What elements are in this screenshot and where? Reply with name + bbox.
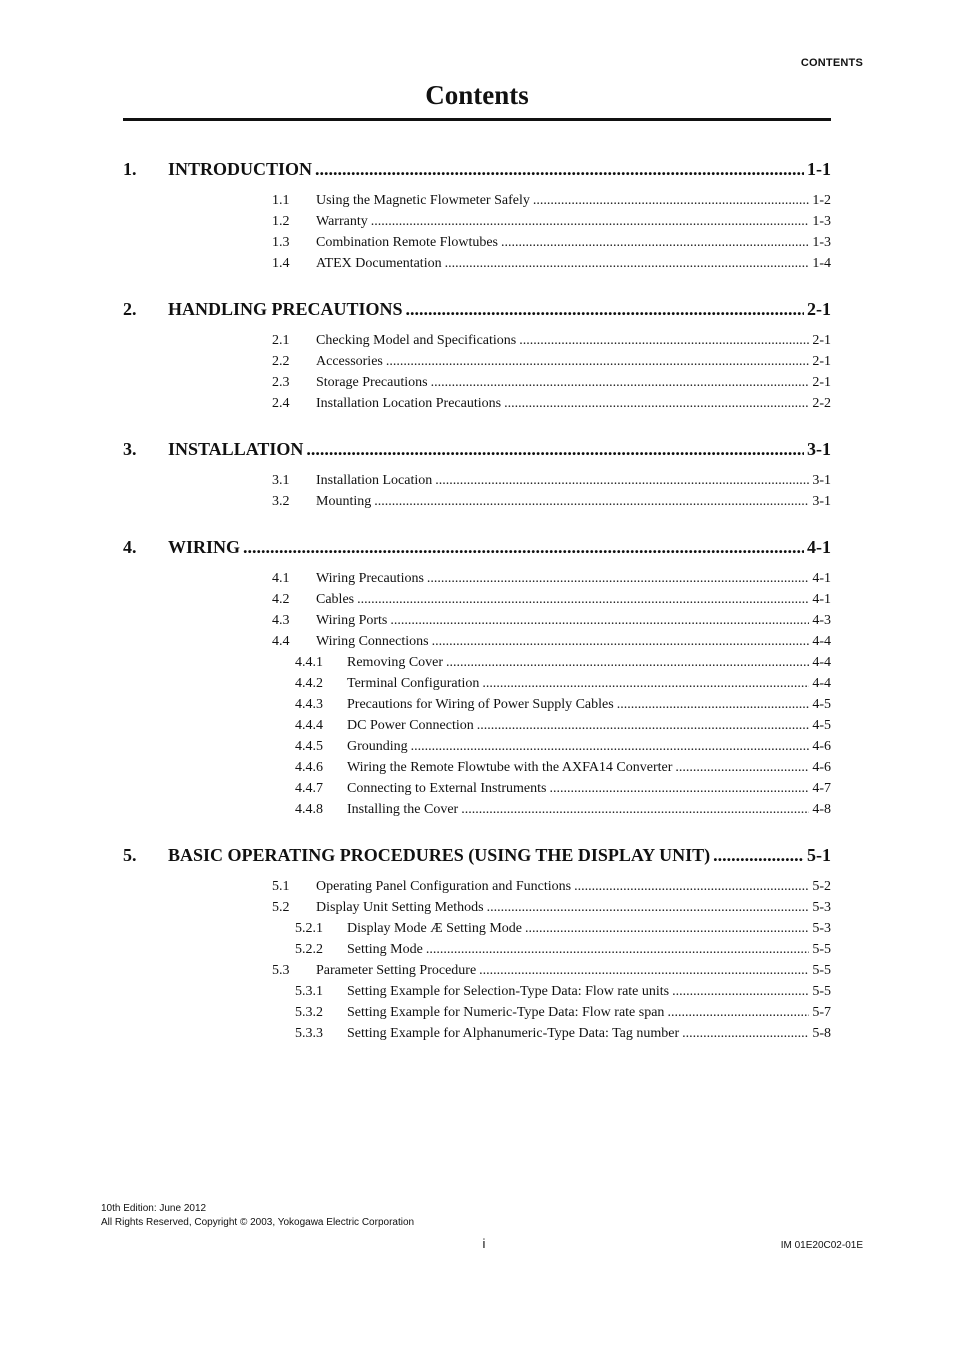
dot-leader: [675, 757, 809, 778]
chapter-entry[interactable]: [123, 841, 831, 870]
section-entry[interactable]: [272, 631, 831, 652]
dot-leader: [479, 960, 809, 981]
section-entry[interactable]: [272, 491, 831, 512]
document-id: IM 01E20C02-01E: [780, 1240, 863, 1251]
section-number: 4.2: [272, 592, 290, 607]
section-page: 3-1: [812, 494, 831, 509]
section-page: 5-2: [812, 879, 831, 894]
chapter-page: 2-1: [807, 299, 831, 319]
section-entry[interactable]: [295, 981, 831, 1002]
dot-leader: [390, 610, 809, 631]
section-page: 2-1: [812, 354, 831, 369]
section-title: Installation Location Precautions: [316, 396, 502, 411]
section-entry[interactable]: [295, 799, 831, 820]
section-page: 4-4: [812, 655, 831, 670]
dot-leader: [357, 589, 809, 610]
dot-leader: [533, 190, 809, 211]
section-title: Wiring Precautions: [316, 571, 424, 586]
section-entry[interactable]: [295, 1002, 831, 1023]
section-number: 5.2.1: [295, 921, 323, 936]
chapter-number: 4.: [123, 537, 137, 557]
section-page: 4-8: [812, 802, 831, 817]
section-page: 5-3: [812, 900, 831, 915]
section-title: Wiring Connections: [316, 634, 429, 649]
section-entry[interactable]: [272, 372, 831, 393]
section-number: 1.4: [272, 256, 290, 271]
dot-leader: [617, 694, 810, 715]
chapter-entry[interactable]: [123, 295, 831, 324]
section-page: 3-1: [812, 473, 831, 488]
dot-leader: [306, 435, 804, 464]
dot-leader: [445, 253, 810, 274]
section-number: 4.4.2: [295, 676, 323, 691]
section-page: 4-7: [812, 781, 831, 796]
section-title: Setting Mode: [347, 942, 423, 957]
dot-leader: [427, 568, 809, 589]
section-number: 2.2: [272, 354, 290, 369]
section-entry[interactable]: [295, 652, 831, 673]
section-number: 4.3: [272, 613, 290, 628]
section-number: 4.4.3: [295, 697, 323, 712]
section-title: Operating Panel Configuration and Functions: [316, 879, 572, 894]
toc-chapter: [0, 533, 954, 820]
chapter-page: 1-1: [807, 159, 831, 179]
dot-leader: [501, 232, 809, 253]
section-title: Combination Remote Flowtubes: [316, 235, 498, 250]
edition-text: 10th Edition: June 2012: [101, 1203, 207, 1214]
section-entry[interactable]: [272, 393, 831, 414]
section-number: 5.2: [272, 900, 290, 915]
section-title: Wiring the Remote Flowtube with the AXFA14 Converter: [347, 760, 673, 775]
section-title: Mounting: [316, 494, 372, 509]
section-title: DC Power Connection: [347, 718, 474, 733]
chapter-title: WIRING: [168, 537, 241, 557]
section-entry[interactable]: [295, 918, 831, 939]
toc-chapter: [0, 841, 954, 1044]
toc-chapter: [0, 435, 954, 512]
dot-leader: [243, 533, 804, 562]
chapter-number: 2.: [123, 299, 137, 319]
section-page: 4-4: [812, 634, 831, 649]
chapter-title: INSTALLATION: [168, 439, 304, 459]
section-entry[interactable]: [272, 568, 831, 589]
chapter-page: 5-1: [807, 845, 831, 865]
section-number: 4.4.8: [295, 802, 323, 817]
section-page: 5-5: [812, 942, 831, 957]
section-number: 1.1: [272, 193, 290, 208]
section-number: 4.4.4: [295, 718, 323, 733]
dot-leader: [371, 211, 810, 232]
section-number: 4.4.6: [295, 760, 323, 775]
section-entry[interactable]: [295, 939, 831, 960]
dot-leader: [386, 351, 809, 372]
dot-leader: [519, 330, 809, 351]
running-header: CONTENTS: [800, 57, 863, 69]
section-title: Parameter Setting Procedure: [316, 963, 477, 978]
section-entry[interactable]: [272, 610, 831, 631]
dot-leader: [713, 841, 804, 870]
section-entry[interactable]: [272, 897, 831, 918]
section-page: 4-6: [812, 739, 831, 754]
section-title: Accessories: [316, 354, 383, 369]
section-title: Setting Example for Alphanumeric-Type Data: Tag number: [347, 1026, 680, 1041]
section-entry[interactable]: [272, 330, 831, 351]
dot-leader: [482, 673, 809, 694]
section-number: 5.3.1: [295, 984, 323, 999]
dot-leader: [435, 470, 809, 491]
section-number: 5.3.3: [295, 1026, 323, 1041]
dot-leader: [446, 652, 809, 673]
section-entry[interactable]: [295, 757, 831, 778]
section-title: Grounding: [347, 739, 408, 754]
section-page: 5-3: [812, 921, 831, 936]
section-title: Checking Model and Specifications: [316, 333, 517, 348]
section-number: 4.4.5: [295, 739, 323, 754]
section-number: 5.3.2: [295, 1005, 323, 1020]
section-page: 4-5: [812, 718, 831, 733]
dot-leader: [574, 876, 809, 897]
section-page: 4-5: [812, 697, 831, 712]
section-entry[interactable]: [272, 211, 831, 232]
chapter-number: 1.: [123, 159, 137, 179]
chapter-title: HANDLING PRECAUTIONS: [168, 299, 403, 319]
chapter-page: 3-1: [807, 439, 831, 459]
section-number: 5.3: [272, 963, 290, 978]
footer: [101, 1202, 414, 1230]
toc-chapter: [0, 295, 954, 414]
section-title: Installation Location: [316, 473, 433, 488]
table-of-contents: [0, 155, 954, 1065]
section-page: 5-7: [812, 1005, 831, 1020]
section-title: ATEX Documentation: [316, 256, 442, 271]
section-entry[interactable]: [272, 470, 831, 491]
section-entry[interactable]: [272, 232, 831, 253]
section-page: 2-2: [812, 396, 831, 411]
section-number: 3.2: [272, 494, 290, 509]
section-entry[interactable]: [272, 960, 831, 981]
section-page: 1-2: [812, 193, 831, 208]
section-title: Removing Cover: [347, 655, 444, 670]
section-page: 2-1: [812, 333, 831, 348]
dot-leader: [682, 1023, 809, 1044]
section-page: 4-1: [812, 571, 831, 586]
dot-leader: [487, 897, 810, 918]
dot-leader: [315, 155, 804, 184]
toc-chapter: [0, 155, 954, 274]
section-title: Display Unit Setting Methods: [316, 900, 484, 915]
chapter-entry[interactable]: [123, 155, 831, 184]
chapter-entry[interactable]: [123, 435, 831, 464]
chapter-entry[interactable]: [123, 533, 831, 562]
section-title: Setting Example for Selection-Type Data: Flow rate units: [347, 984, 670, 999]
page-number: i: [482, 1236, 486, 1251]
dot-leader: [431, 372, 810, 393]
section-entry[interactable]: [272, 876, 831, 897]
section-title: Wiring Ports: [316, 613, 388, 628]
section-entry[interactable]: [295, 1023, 831, 1044]
section-number: 5.2.2: [295, 942, 323, 957]
section-title: Installing the Cover: [347, 802, 459, 817]
section-page: 5-8: [812, 1026, 831, 1041]
section-number: 1.2: [272, 214, 290, 229]
section-number: 1.3: [272, 235, 290, 250]
dot-leader: [525, 918, 809, 939]
section-entry[interactable]: [272, 351, 831, 372]
dot-leader: [549, 778, 809, 799]
section-title: Connecting to External Instruments: [347, 781, 547, 796]
section-entry[interactable]: [272, 253, 831, 274]
section-entry[interactable]: [295, 778, 831, 799]
dot-leader: [461, 799, 809, 820]
section-page: 5-5: [812, 984, 831, 999]
section-number: 4.4: [272, 634, 290, 649]
section-title: Storage Precautions: [316, 375, 428, 390]
section-page: 1-3: [812, 235, 831, 250]
section-page: 1-4: [812, 256, 831, 271]
chapter-number: 5.: [123, 845, 137, 865]
section-number: 4.4.7: [295, 781, 323, 796]
section-number: 3.1: [272, 473, 290, 488]
section-number: 5.1: [272, 879, 290, 894]
section-page: 1-3: [812, 214, 831, 229]
section-number: 4.1: [272, 571, 290, 586]
title-rule: [123, 118, 831, 121]
section-number: 2.1: [272, 333, 290, 348]
page-title: Contents: [425, 80, 529, 110]
dot-leader: [432, 631, 810, 652]
chapter-title: INTRODUCTION: [168, 159, 313, 179]
section-title: Using the Magnetic Flowmeter Safely: [316, 193, 530, 208]
dot-leader: [374, 491, 809, 512]
chapter-title: BASIC OPERATING PROCEDURES (USING THE DISPLAY UNIT): [168, 845, 711, 865]
section-entry[interactable]: [272, 190, 831, 211]
section-page: 2-1: [812, 375, 831, 390]
section-title: Display Mode Æ Setting Mode: [347, 921, 522, 936]
chapter-number: 3.: [123, 439, 137, 459]
dot-leader: [406, 295, 804, 324]
section-entry[interactable]: [295, 715, 831, 736]
section-page: 4-3: [812, 613, 831, 628]
dot-leader: [411, 736, 810, 757]
section-title: Warranty: [316, 214, 368, 229]
section-page: 4-1: [812, 592, 831, 607]
copyright-text: All Rights Reserved, Copyright © 2003, Yokogawa Electric Corporation: [101, 1217, 415, 1228]
dot-leader: [504, 393, 809, 414]
dot-leader: [477, 715, 810, 736]
section-page: 4-6: [812, 760, 831, 775]
section-entry[interactable]: [295, 694, 831, 715]
section-number: 4.4.1: [295, 655, 323, 670]
section-title: Setting Example for Numeric-Type Data: Flow rate span: [347, 1005, 665, 1020]
section-entry[interactable]: [272, 589, 831, 610]
dot-leader: [426, 939, 809, 960]
section-title: Precautions for Wiring of Power Supply Cables: [347, 697, 614, 712]
section-page: 4-4: [812, 676, 831, 691]
section-page: 5-5: [812, 963, 831, 978]
section-number: 2.4: [272, 396, 290, 411]
dot-leader: [667, 1002, 809, 1023]
section-entry[interactable]: [295, 673, 831, 694]
section-number: 2.3: [272, 375, 290, 390]
section-entry[interactable]: [295, 736, 831, 757]
section-title: Terminal Configuration: [347, 676, 480, 691]
chapter-page: 4-1: [807, 537, 831, 557]
section-title: Cables: [316, 592, 355, 607]
dot-leader: [672, 981, 809, 1002]
